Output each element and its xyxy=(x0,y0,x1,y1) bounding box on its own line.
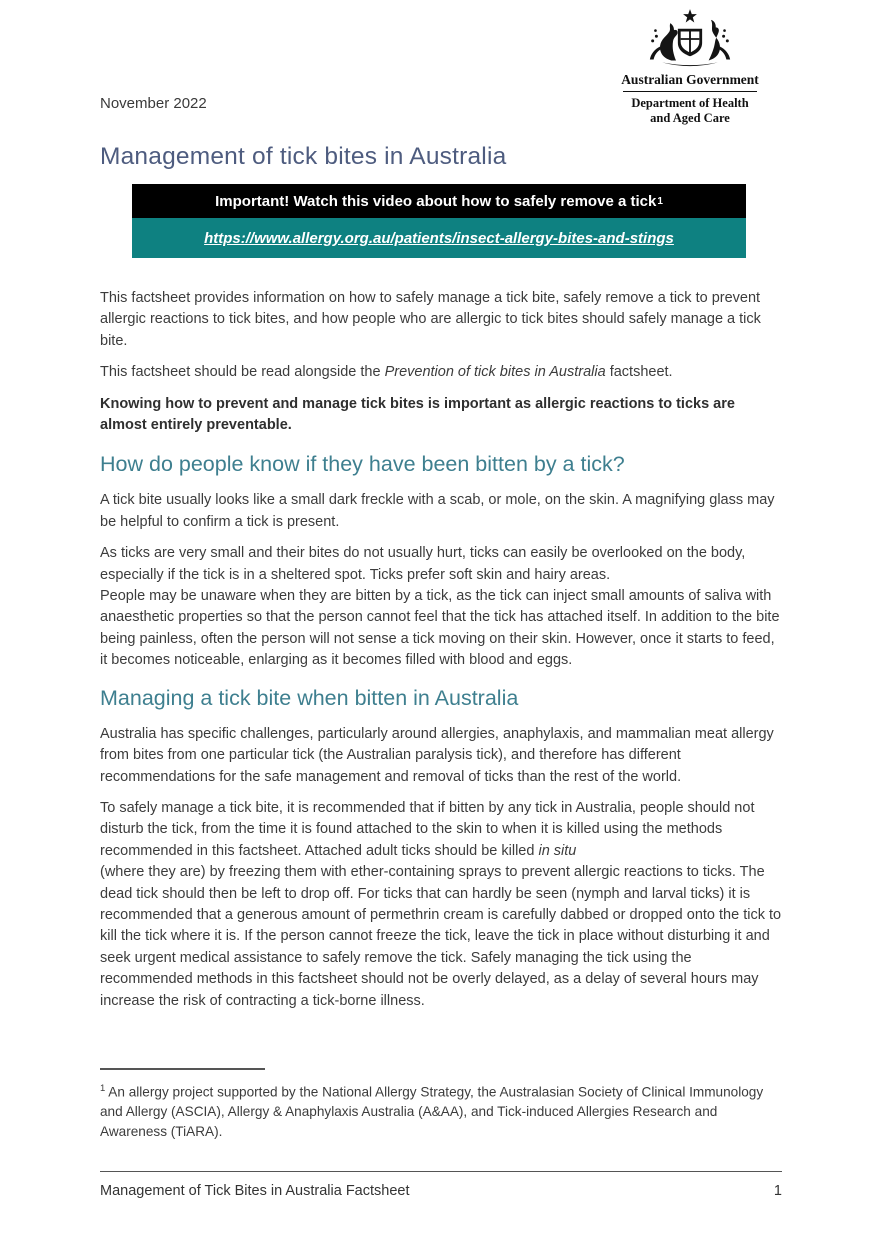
footnote-divider xyxy=(100,1068,265,1070)
logo-government-text: Australian Government xyxy=(621,72,759,87)
page-title: Management of tick bites in Australia xyxy=(100,143,507,170)
section-heading-bitten-by-tick: How do people know if they have been bitten by a tick? xyxy=(100,452,625,477)
logo-department-line2: and Aged Care xyxy=(650,110,730,125)
footnote-block xyxy=(100,1068,782,1142)
section1-p2-part2: People may be unaware when they are bitten by a tick, as the tick can inject small amounts of saliva with anaesthetic properties so that the person cannot feel that the tick has attached itself. In addition to the bite being painless, often the person will not sense a tick moving on their skin. However, once it starts to feed, it becomes noticeable, enlarging as it becomes filled with blood and eggs. xyxy=(100,588,780,669)
page-footer xyxy=(100,1183,782,1199)
page-content xyxy=(100,0,782,1012)
section2-p2-in-situ: in situ xyxy=(538,842,577,859)
section1-paragraph-1: A tick bite usually looks like a small dark freckle with a scab, or mole, on the skin. A magnifying glass may be helpful to confirm a tick is present. xyxy=(100,492,775,530)
intro-paragraph-2 xyxy=(100,362,782,383)
section1-p2-part1: As ticks are very small and their bites do not usually hurt, ticks can easily be overlooked on the body, especially if the tick is in a sheltered spot. Ticks prefer soft skin and hairy areas. xyxy=(100,545,746,583)
logo-department-line1: Department of Health xyxy=(631,96,749,110)
important-video-banner xyxy=(132,184,746,258)
banner-link-row xyxy=(132,218,746,258)
section-heading-managing-tick-bite: Managing a tick bite when bitten in Australia xyxy=(100,685,519,710)
footnote xyxy=(100,1079,782,1142)
banner-footnote-marker: 1 xyxy=(657,195,663,207)
banner-important-row xyxy=(132,184,746,218)
footer-page-number: 1 xyxy=(773,1183,782,1199)
section2-p2-before: To safely manage a tick bite, it is recommended that if bitten by any tick in Australia, people should not disturb the tick, from the time it is found attached to the skin to when it is killed using the methods recommended in this factsheet. Attached adult ticks should be killed xyxy=(100,799,755,859)
banner-important-text: Important! Watch this video about how to safely remove a tick xyxy=(215,192,657,210)
video-link[interactable]: https://www.allergy.org.au/patients/insect-allergy-bites-and-stings xyxy=(204,229,674,247)
intro-p2-after: factsheet. xyxy=(605,364,673,381)
footer-title: Management of Tick Bites in Australia Factsheet xyxy=(100,1183,410,1199)
footer-divider xyxy=(100,1171,782,1172)
publication-date: November 2022 xyxy=(100,95,207,112)
footnote-marker: 1 xyxy=(100,1083,106,1094)
footnote-text: An allergy project supported by the National Allergy Strategy, the Australasian Society of Clinical Immunology and Allergy (ASCIA), Allergy & Anaphylaxis Australia (A&AA), and Tick-induced Allergies Research and Awareness (TiARA). xyxy=(100,1084,764,1140)
section2-p2-after: (where they are) by freezing them with ether-containing sprays to prevent allergic reactions to ticks. The dead tick should then be left to drop off. For ticks that can hardly be seen (nymph and larval ticks) it is recommended that a generous amount of permethrin cream is carefully dabbed or dropped onto the tick to kill the tick where it is. If the person cannot freeze the tick, leave the tick in place without disturbing it and seek urgent medical assistance to safely remove the tick. Safely managing the tick using the recommended methods in this factsheet should not be overly delayed, as a delay of several hours may increase the risk of contracting a tick-borne illness. xyxy=(100,864,782,1009)
section2-paragraph-2 xyxy=(100,798,782,1012)
section1-paragraph-2 xyxy=(100,543,782,671)
intro-paragraph-1: This factsheet provides information on how to safely manage a tick bite, safely remove a tick to prevent allergic reactions to tick bites, and how people who are allergic to tick bites should safely manage a tick bite. xyxy=(100,290,761,349)
section2-paragraph-1: Australia has specific challenges, particularly around allergies, anaphylaxis, and mammalian meat allergy from bites from one particular tick (the Australian paralysis tick), and therefore has different recommendations for the safe management and removal of ticks than the rest of the world. xyxy=(100,725,774,785)
intro-paragraph-3-bold: Knowing how to prevent and manage tick bites is important as allergic reactions to ticks are almost entirely preventable. xyxy=(100,395,735,434)
intro-p2-before: This factsheet should be read alongside the xyxy=(100,364,385,381)
intro-p2-italic-title: Prevention of tick bites in Australia xyxy=(384,364,606,381)
